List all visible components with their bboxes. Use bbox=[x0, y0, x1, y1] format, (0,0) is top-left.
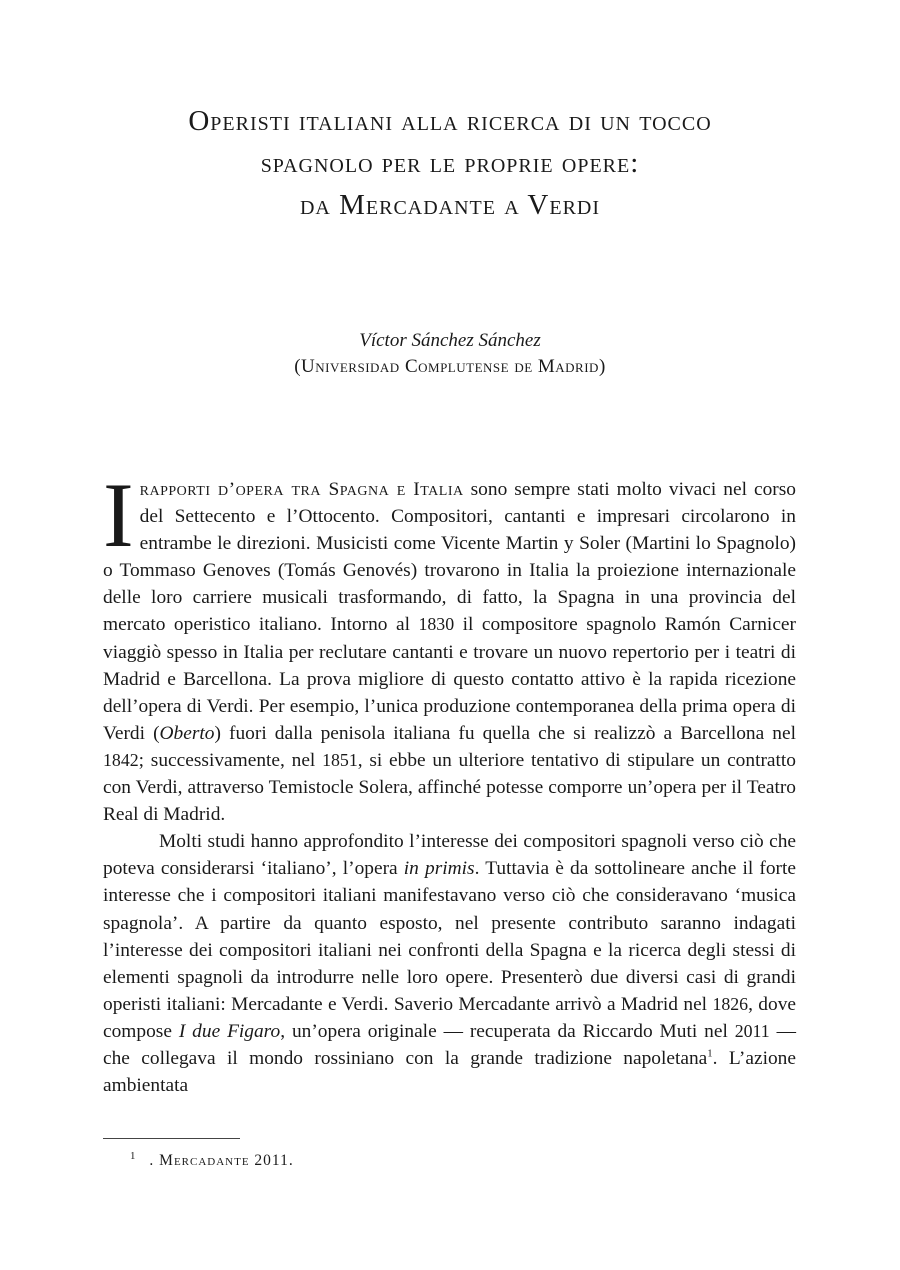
author-name: Víctor Sánchez Sánchez bbox=[359, 330, 541, 351]
article-title bbox=[60, 100, 840, 226]
author-block bbox=[60, 328, 840, 380]
paragraph-2 bbox=[103, 828, 796, 1099]
body-text bbox=[103, 464, 797, 1099]
paragraph-1-text-a: sono sempre stati molto vivaci nel corso del Settecento e l’Ottocento. Compositori, cantanti e impresari circolarono in entrambe le direzioni. Musicisti come Vicente Martin y Soler (Martini lo Spagnolo) o Tommaso Genoves (Tomás Genovés) trovarono in Italia la proiezione internazionale delle loro carriere musicali trasformando, di fatto, la Spagna in una provincia del mercato operistico italiano. Intorno al bbox=[103, 479, 796, 636]
year-1826: 1826 bbox=[712, 993, 749, 1014]
work-i-due-figaro: I due Figaro bbox=[178, 1020, 281, 1042]
paragraph-2-text-e: — che collegava il mondo rossiniano con la grande tradizione napoletana bbox=[103, 1020, 797, 1069]
title-line-3: da Mercadante a Verdi bbox=[299, 189, 601, 221]
paragraph-2-text-f: . L’azione ambientata bbox=[103, 1047, 796, 1097]
lead-in-smallcaps: rapporti d’opera tra Spagna e Italia bbox=[139, 479, 464, 500]
year-1830: 1830 bbox=[418, 614, 455, 635]
paragraph-1-text-d: ; successivamente, nel bbox=[138, 749, 323, 771]
paragraph-2-text-b: . Tuttavia è da sottolineare anche il forte interesse che i compositori italiani manifestavano verso ciò che consideravano ‘musica spagnola’. A partire da quanto esposto, nel presente contributo saranno indagati l’interesse dei compositori italiani nei confronti della Spagna e la ricerca degli stessi di elementi spagnoli da introdurre nelle loro opere. Presenterò due diversi casi di grandi operisti italiani: Mercadante e Verdi. Saverio Mercadante arrivò a Madrid nel bbox=[103, 858, 796, 1015]
year-1842: 1842 bbox=[103, 749, 139, 770]
author-affiliation: (Universidad Complutense de Madrid) bbox=[294, 356, 606, 377]
title-line-1: Operisti italiani alla ricerca di un tocco bbox=[188, 105, 712, 137]
year-2011: 2011 bbox=[734, 1020, 770, 1041]
paragraph-1 bbox=[103, 464, 796, 828]
paragraph-2-text-d: , un’opera originale — recuperata da Riccardo Muti nel bbox=[280, 1020, 735, 1042]
paragraph-2-text-c: , dove compose bbox=[103, 993, 796, 1042]
year-1851: 1851 bbox=[322, 749, 358, 770]
title-line-2: spagnolo per le proprie opere: bbox=[260, 147, 640, 179]
footnote-reference[interactable]: 1 bbox=[707, 1047, 713, 1060]
work-oberto: Oberto bbox=[159, 722, 215, 744]
footnote bbox=[130, 1150, 294, 1172]
paragraph-1-text-e: , si ebbe un ulteriore tentativo di stipulare un contratto con Verdi, attraverso Temistocle Solera, affinché potesse comporre un’opera per il Teatro Real di Madrid. bbox=[103, 749, 796, 826]
phrase-in-primis: in primis bbox=[403, 858, 475, 880]
drop-cap: I bbox=[103, 464, 134, 566]
footnote-separator bbox=[103, 1138, 240, 1139]
footnote-text: . Mercadante 2011. bbox=[149, 1152, 294, 1169]
paragraph-2-text-a: Molti studi hanno approfondito l’interesse dei compositori spagnoli verso ciò che poteva considerarsi ‘italiano’, l’opera bbox=[103, 831, 796, 880]
paragraph-1-text-b: il compositore spagnolo Ramón Carnicer viaggiò spesso in Italia per reclutare cantanti e trovare un nuovo repertorio per i teatri di Madrid e Barcellona. La prova migliore di questo contatto attivo è la rapida ricezione dell’opera di Verdi. Per esempio, l’unica produzione contemporanea della prima opera di Verdi ( bbox=[103, 614, 796, 744]
footnote-number: 1 bbox=[130, 1149, 136, 1162]
paragraph-1-text-c: ) fuori dalla penisola italiana fu quella che si realizzò a Barcellona nel bbox=[214, 722, 796, 744]
